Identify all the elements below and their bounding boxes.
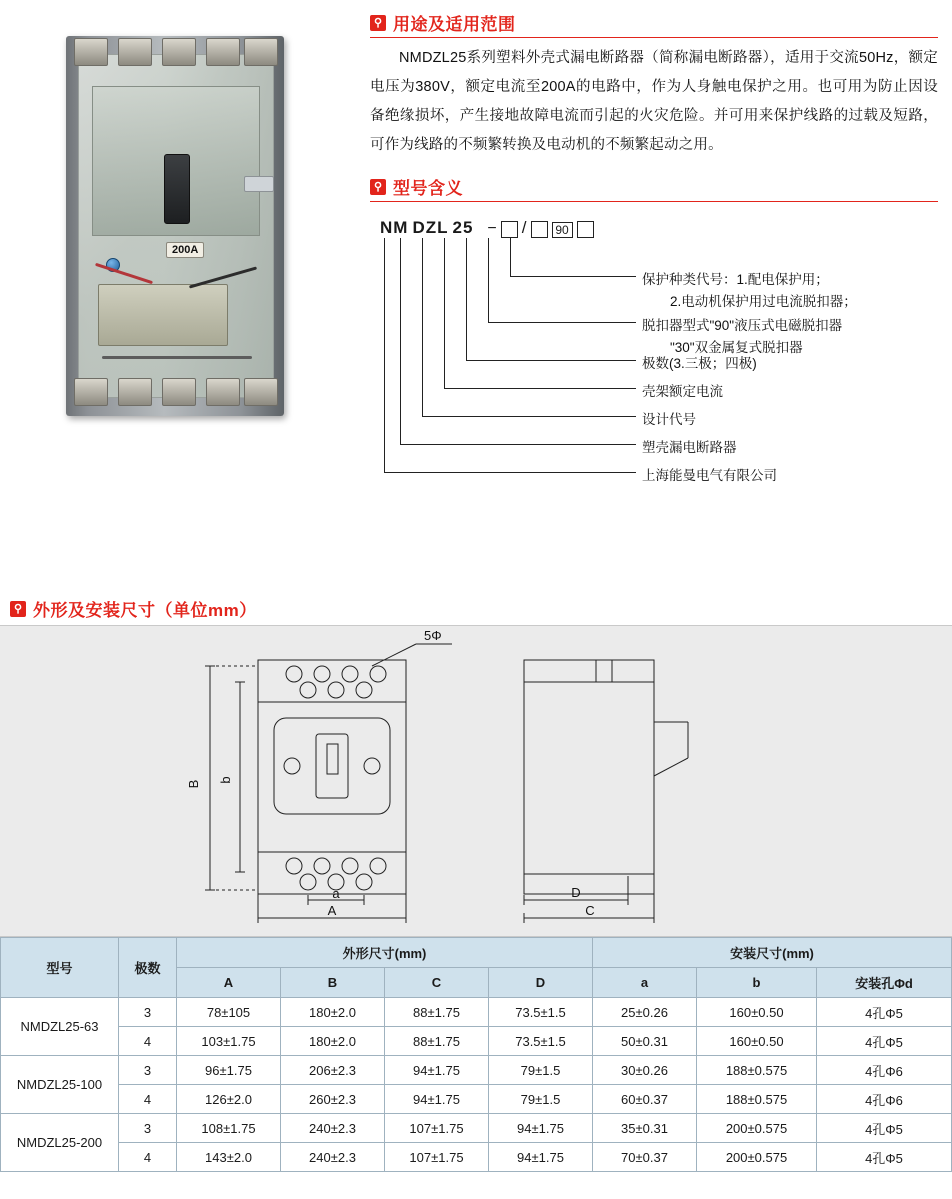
cell-b: 200±0.575 [697, 1114, 817, 1143]
th-hole: 安装孔Φd [817, 968, 952, 998]
table-body [1, 998, 952, 1172]
cell-b: 188±0.575 [697, 1056, 817, 1085]
cell-C: 107±1.75 [385, 1114, 489, 1143]
cell-hole: 4孔Φ6 [817, 1085, 952, 1114]
table-row [1, 1056, 952, 1085]
svg-text:B: B [186, 779, 201, 789]
cell-b: 188±0.575 [697, 1085, 817, 1114]
th-b: b [697, 968, 817, 998]
test-lever [244, 176, 274, 192]
model-meaning-title: 型号含义 [393, 179, 463, 198]
cell-model: NMDZL25-100 [1, 1056, 119, 1114]
cell-D: 94±1.75 [489, 1114, 593, 1143]
annotation-4: 极数(3.三极；四极) [642, 356, 757, 371]
table-head [1, 938, 952, 998]
svg-text:b: b [218, 776, 233, 784]
code-empty-box-3 [577, 221, 594, 238]
th-outline-dims: 外形尺寸(mm) [177, 938, 593, 968]
annotation-1: 2.电动机保护用过电流脱扣器； [670, 294, 857, 309]
cell-B: 260±2.3 [281, 1085, 385, 1114]
table-header-row-top [1, 938, 952, 968]
model-meaning-heading [370, 174, 938, 199]
th-model: 型号 [1, 938, 119, 998]
product-photo [38, 26, 330, 426]
bottom-terminal-row [74, 378, 278, 410]
cell-B: 180±2.0 [281, 1027, 385, 1056]
cell-a: 70±0.37 [593, 1143, 697, 1172]
transformer-coil [98, 284, 228, 346]
svg-text:C: C [585, 903, 595, 918]
cell-C: 94±1.75 [385, 1056, 489, 1085]
code-box-90: 90 [552, 222, 573, 238]
cell-A: 126±2.0 [177, 1085, 281, 1114]
svg-text:5Φ: 5Φ [424, 628, 442, 643]
usage-divider [370, 37, 938, 38]
usage-paragraph: NMDZL25系列塑料外壳式漏电断路器（简称漏电断路器），适用于交流50Hz，额定电压为380V，额定电流至200A的电路中，作为人身触电保护之用。也可用为防止因设备绝缘损坏，产生接地故障电流而引起的火灾危险。并可用来保护线路的过载及短路，可作为线路的不频繁转换及电动机的不频繁起动之用。 [370, 50, 938, 153]
cell-poles: 3 [119, 1056, 177, 1085]
top-section [0, 0, 952, 590]
cell-D: 79±1.5 [489, 1085, 593, 1114]
cell-a: 50±0.31 [593, 1027, 697, 1056]
dimension-drawing-svg [0, 626, 952, 938]
cell-D: 73.5±1.5 [489, 998, 593, 1027]
cell-b: 160±0.50 [697, 1027, 817, 1056]
th-A: A [177, 968, 281, 998]
annotation-5: 壳架额定电流 [642, 384, 723, 399]
usage-title: 用途及适用范围 [393, 15, 516, 34]
cell-A: 78±105 [177, 998, 281, 1027]
annotation-7: 塑壳漏电断路器 [642, 440, 737, 455]
model-meaning-divider [370, 201, 938, 202]
search-icon: ⚲ [370, 15, 386, 31]
code-slash: / [521, 218, 527, 237]
svg-text:a: a [332, 886, 340, 901]
cell-b: 160±0.50 [697, 998, 817, 1027]
th-D: D [489, 968, 593, 998]
th-C: C [385, 968, 489, 998]
annotation-6: 设计代号 [642, 412, 696, 427]
annotation-3: "30"双金属复式脱扣器 [670, 340, 803, 355]
cell-hole: 4孔Φ5 [817, 1143, 952, 1172]
wire-gray [102, 356, 252, 359]
cell-hole: 4孔Φ5 [817, 1114, 952, 1143]
dimensions-heading [0, 590, 952, 625]
table-row [1, 1114, 952, 1143]
cell-poles: 4 [119, 1143, 177, 1172]
dimensions-title: 外形及安装尺寸（单位mm） [33, 601, 257, 620]
th-a: a [593, 968, 697, 998]
cell-A: 143±2.0 [177, 1143, 281, 1172]
cell-B: 206±2.3 [281, 1056, 385, 1085]
cell-C: 88±1.75 [385, 1027, 489, 1056]
svg-text:D: D [571, 885, 581, 900]
th-mounting-dims: 安装尺寸(mm) [593, 938, 952, 968]
cell-poles: 3 [119, 998, 177, 1027]
dimensions-table [0, 937, 952, 1172]
cell-hole: 4孔Φ5 [817, 1027, 952, 1056]
cell-D: 79±1.5 [489, 1056, 593, 1085]
cell-a: 35±0.31 [593, 1114, 697, 1143]
cell-A: 108±1.75 [177, 1114, 281, 1143]
cell-C: 107±1.75 [385, 1143, 489, 1172]
cell-C: 94±1.75 [385, 1085, 489, 1114]
cell-A: 96±1.75 [177, 1056, 281, 1085]
cell-a: 60±0.37 [593, 1085, 697, 1114]
cell-hole: 4孔Φ5 [817, 998, 952, 1027]
cell-B: 240±2.3 [281, 1143, 385, 1172]
annotation-2: 脱扣器型式"90"液压式电磁脱扣器 [642, 318, 843, 333]
model-code-row: NM DZL 25 − / 90 [380, 218, 594, 238]
cell-poles: 4 [119, 1027, 177, 1056]
product-photo-column [0, 0, 370, 590]
table-row [1, 1027, 952, 1056]
model-code-diagram [370, 210, 938, 510]
code-part-25: 25 [452, 218, 474, 237]
svg-text:A: A [327, 903, 337, 918]
cell-b: 200±0.575 [697, 1143, 817, 1172]
annotation-8: 上海能曼电气有限公司 [642, 468, 777, 483]
code-empty-box-1 [501, 221, 518, 238]
th-poles: 极数 [119, 938, 177, 998]
table-row [1, 1085, 952, 1114]
search-icon: ⚲ [10, 601, 26, 617]
cell-B: 240±2.3 [281, 1114, 385, 1143]
usage-heading [370, 10, 938, 35]
cell-poles: 3 [119, 1114, 177, 1143]
top-terminal-row [74, 38, 278, 68]
cell-D: 73.5±1.5 [489, 1027, 593, 1056]
cell-poles: 4 [119, 1085, 177, 1114]
dimension-drawing [0, 625, 952, 937]
cell-hole: 4孔Φ6 [817, 1056, 952, 1085]
search-icon: ⚲ [370, 179, 386, 195]
rating-label: 200A [166, 242, 204, 258]
code-part-nm: NM [380, 218, 409, 237]
cell-A: 103±1.75 [177, 1027, 281, 1056]
cell-C: 88±1.75 [385, 998, 489, 1027]
table-row [1, 1143, 952, 1172]
breaker-toggle-handle [164, 154, 190, 224]
cell-D: 94±1.75 [489, 1143, 593, 1172]
code-empty-box-2 [531, 221, 548, 238]
annotation-0: 保护种类代号：1.配电保护用； [642, 272, 829, 287]
code-part-dzl: DZL [412, 218, 449, 237]
cell-B: 180±2.0 [281, 998, 385, 1027]
cell-a: 25±0.26 [593, 998, 697, 1027]
text-column [370, 0, 952, 590]
cell-a: 30±0.26 [593, 1056, 697, 1085]
cell-model: NMDZL25-200 [1, 1114, 119, 1172]
th-B: B [281, 968, 385, 998]
cell-model: NMDZL25-63 [1, 998, 119, 1056]
table-row [1, 998, 952, 1027]
